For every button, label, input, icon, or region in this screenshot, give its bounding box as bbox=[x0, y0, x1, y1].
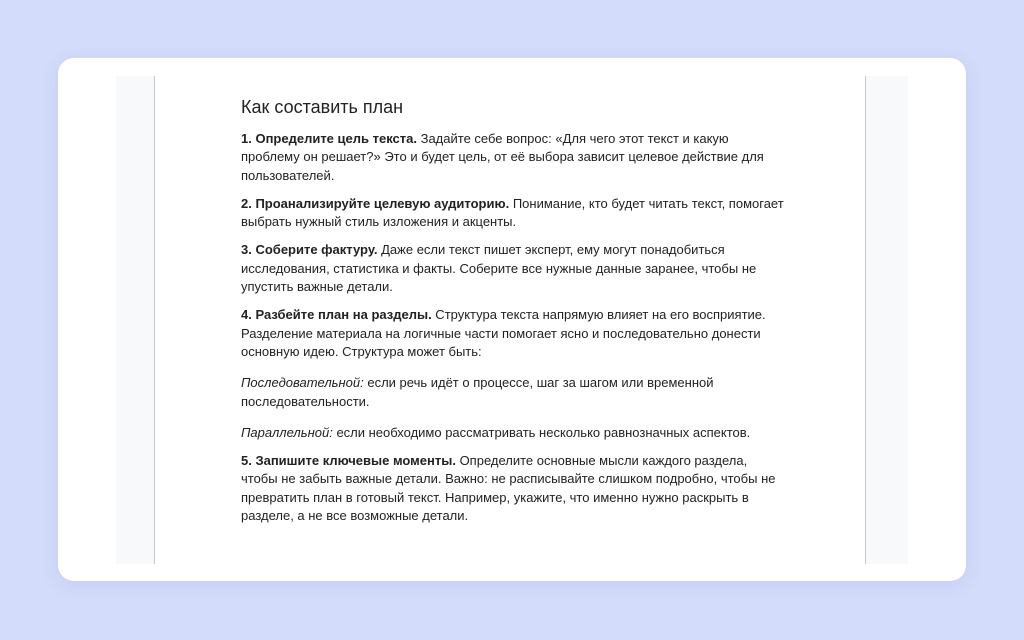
item-heading: 3. Соберите фактуру. bbox=[241, 242, 378, 258]
structure-parallel bbox=[241, 424, 786, 442]
item-heading: 4. Разбейте план на разделы. bbox=[241, 307, 432, 323]
list-item-goal bbox=[241, 130, 786, 185]
content-card bbox=[58, 58, 966, 581]
item-text: Задайте себе вопрос: «Для чего этот текст и какую проблему он решает?» Это и будет цель, от её выбора зависит целевое действие для пользователей. bbox=[241, 131, 764, 183]
item-text: Понимание, кто будет читать текст, помогает выбрать нужный стиль изложения и акценты. bbox=[241, 195, 784, 230]
structure-term: Последовательной: bbox=[241, 375, 364, 391]
structure-text: если речь идёт о процессе, шаг за шагом или временной последовательности. bbox=[241, 375, 714, 409]
item-heading: 1. Определите цель текста. bbox=[241, 131, 417, 146]
list-item-facts bbox=[241, 241, 786, 296]
item-text: Даже если текст пишет эксперт, ему могут понадобиться исследования, статистика и факты. Соберите все нужные данные заранее, чтобы не упустить важные детали. bbox=[241, 242, 757, 295]
list-item-audience bbox=[241, 195, 786, 232]
document-title: Как составить план bbox=[241, 97, 404, 117]
list-item-key-points bbox=[241, 452, 786, 525]
document-canvas bbox=[116, 76, 908, 564]
structure-sequential bbox=[241, 374, 786, 411]
item-text: Определите основные мысли каждого раздела, чтобы не забыть важные детали. Важно: не расписывайте слишком подробно, чтобы не превратить план в готовый текст. Например, укажите, что именно нужно раскрыть в разделе, а не все возможные детали. bbox=[241, 453, 776, 524]
list-item-sections bbox=[241, 306, 786, 361]
structure-term: Параллельной: bbox=[241, 424, 333, 440]
document-body bbox=[241, 96, 786, 535]
item-heading: 2. Проанализируйте целевую аудиторию. bbox=[241, 195, 510, 211]
item-heading: 5. Запишите ключевые моменты. bbox=[241, 453, 456, 469]
item-text: Структура текста напрямую влияет на его восприятие. Разделение материала на логичные части помогает ясно и последовательно донести основную идею. Структура может быть: bbox=[241, 307, 766, 359]
structure-text: если необходимо рассматривать несколько равнозначных аспектов. bbox=[332, 424, 751, 440]
document-page[interactable] bbox=[154, 76, 866, 564]
